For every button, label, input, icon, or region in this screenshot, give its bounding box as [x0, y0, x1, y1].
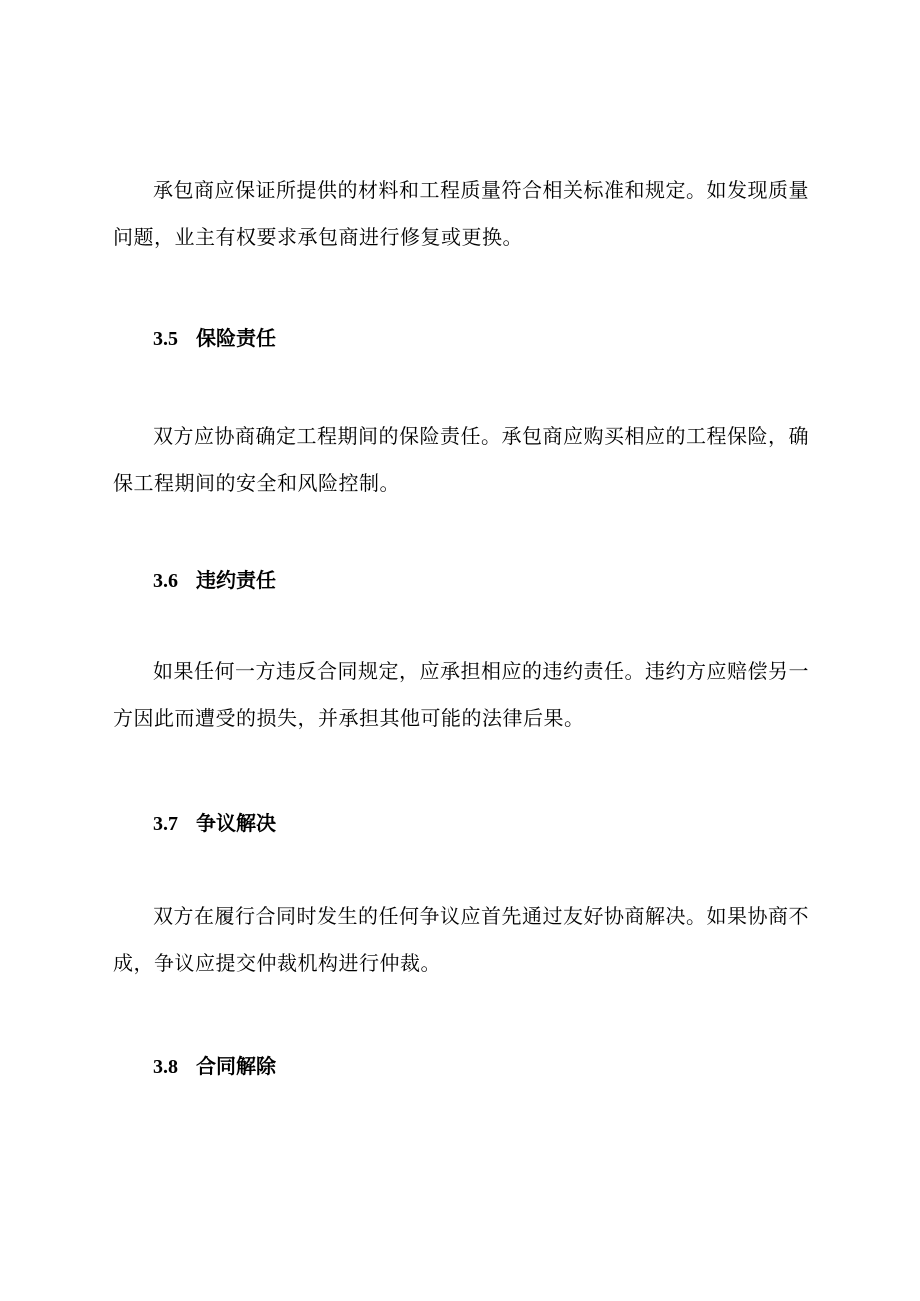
- section-heading-3-7: [153, 808, 276, 839]
- paragraph-breach: 如果任何一方违反合同规定，应承担相应的违约责任。违约方应赔偿另一方因此而遭受的损失，并承担其他可能的法律后果。: [113, 659, 809, 730]
- section-title: 争议解决: [196, 811, 276, 835]
- section-title: 保险责任: [196, 326, 276, 350]
- section-number: 3.8: [153, 1056, 178, 1078]
- paragraph-quality: 承包商应保证所提供的材料和工程质量符合相关标准和规定。如发现质量问题，业主有权要求承包商进行修复或更换。: [113, 178, 809, 249]
- section-number: 3.7: [153, 813, 178, 835]
- section-title: 违约责任: [196, 568, 276, 592]
- section-number: 3.6: [153, 570, 178, 592]
- section-number: 3.5: [153, 328, 178, 350]
- section-title: 合同解除: [196, 1054, 276, 1078]
- section-heading-3-5: [153, 323, 276, 354]
- section-heading-3-8: [153, 1051, 276, 1082]
- section-heading-3-6: [153, 565, 276, 596]
- paragraph-dispute: 双方在履行合同时发生的任何争议应首先通过友好协商解决。如果协商不成，争议应提交仲裁机构进行仲裁。: [113, 904, 809, 975]
- paragraph-insurance: 双方应协商确定工程期间的保险责任。承包商应购买相应的工程保险，确保工程期间的安全和风险控制。: [113, 424, 809, 495]
